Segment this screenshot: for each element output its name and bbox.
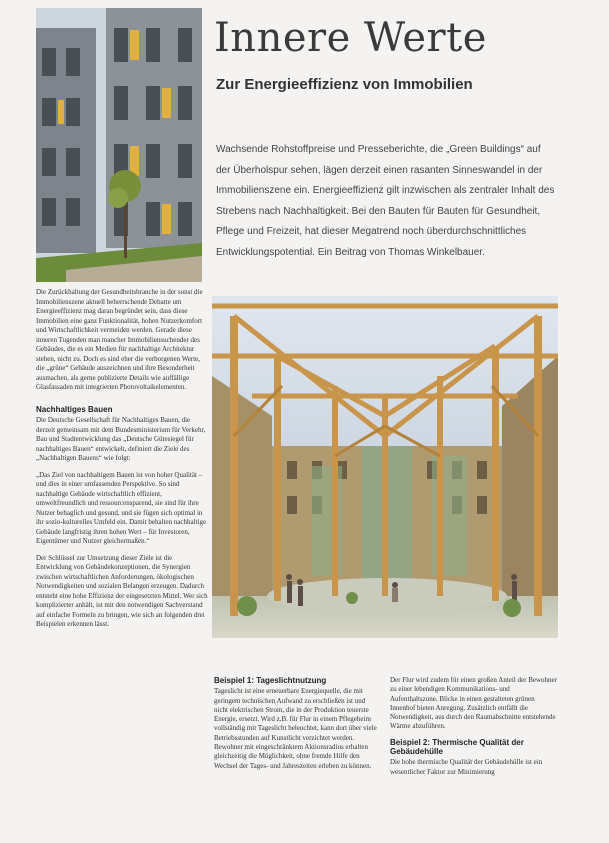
body-paragraph: Der Schlüssel zur Umsetzung dieser Ziele ist die Entwicklung von Gebäudekonzeptionen, die Synergien zwischen wirtschaftlichen Anforderungen, ökologischen Notwendigkeiten und sozialen Belangen erzeugen. Dadurch entsteht eine hohe Effizienz der eingesetzten Mittel. Wer sich komplizierter anhält, ist mit den notwendigen Sachverstand auf einfache Formeln zu bringen, wie sich an folgenden drei Beispielen erkennen lässt. [36,553,208,628]
section-heading: Beispiel 1: Tageslichtnutzung [214,676,327,685]
body-paragraph: Der Flur wird zudem für einen großen Anteil der Bewohner zu einer lebendigen Kommunikations- und Aufenthaltszone. Blicke in einen gestalteten grünen Innenhof bieten Anregung. Zusätzlich entfällt die Notwendigkeit, aus durch den Raumabschnitte entstehende Wärme abzuführen. [390,676,557,731]
body-paragraph: Die hohe thermische Qualität der Gebäudehülle ist ein wesentlicher Faktor zur Minimierung [390,758,543,776]
left-text-column [36,288,208,637]
section-heading: Beispiel 2: Thermische Qualität der Gebäudehülle [390,737,524,757]
article-intro: Wachsende Rohstoffpreise und Presseberichte, die „Green Buildings“ auf der Überholspur sehen, lägen derzeit einen rasanten Sinneswandel in der Immobilienszene ein. Energieeffizienz gilt inzwischen als zentraler Inhalt des Strebens nach Nachhaltigkeit. Bei den Bauten für Bauten für Gesundheit, Pflege und Freizeit, hat dieser Megatrend noch überdurchschnittliches Entwicklungspotential. Ein Beitrag von Thomas Winkelbauer. [216,144,555,258]
quote-paragraph: „Das Ziel von nachhaltigem Bauen ist von hoher Qualität – und dies in einer umfassenden Perspektive. So sind nachhaltige Gebäude wirtschaftlich effizient, umweltfreundlich und ressourcensparend, sie sind für ihre Nutzer behaglich und gesund, und sie fügen sich optimal in ihr sozio-kulturelles Umfeld ein. Damit behalten nachhaltige Gebäude langfristig ihren hohen Wert – für Investoren, Eigentümer und Nutzer gleichermaßen.“ [36,470,207,545]
article-subtitle: Zur Energieeffizienz von Immobilien [216,76,473,93]
middle-text-column [214,676,380,777]
body-paragraph: Die Deutsche Gesellschaft für Nachhaltiges Bauen, die derzeit gemeinsam mit dem Bundesministerium für Verkehr, Bau und Stadtentwicklung das „Deutsche Gütesiegel für nachhaltiges Bauen“ entwickelt, definiert die Ziele des „Nachhaltigen Bauens“ wie folgt: [36,416,206,462]
building-facade-photo [36,8,202,282]
body-paragraph: Tageslicht ist eine erneuerbare Energiequelle, die mit geringem technischen Aufwand zu erschließen ist und nicht elektrischen Strom, die in der Produktion teuerste Energie, ersetzt. Wird z.B. für Flur in einem Pflegeheim vollständig mit Tageslicht beleuchtet, kann dort über viele Betriebsstunden auf Kunstlicht verzichtet werden. Bewohner mit eingeschränktem Aktionsradius erhalten gleichzeitig die Möglichkeit, ohne fremde Hilfe den Wechsel der Tages- und Jahreszeiten erleben zu können. [214,687,377,770]
atrium-rendering-photo [212,296,558,638]
section-heading: Nachhaltiges Bauen [36,404,113,414]
article-title: Innere Werte [214,15,487,61]
right-text-column [390,676,558,783]
body-paragraph: Die Zurückhaltung der Gesundheitsbranche in der sonst die Immobilienszene aktuell beherrschende Debatte um Energieeffizienz mag daran begründet sein, dass diese Immobilien eine ganz Funktionalität, hohen Nutzerkomfort und Wirtschaftlichkeit vermeiden werden. Gerade diese inneren Tugenden man mancher Immobiliensuchender des Gebäudes, die es ein Medien für nachhaltige Architektur stehen, nicht zu. Doch es sind eher die verborgenen Werte, die „grüne“ Gebäude auszeichnen und ihre Besonderheit ausmachen, als gerne publizierte Details wie auffällige Glasfassaden mit integrierten Photovoltaikelementen. [36,288,203,391]
